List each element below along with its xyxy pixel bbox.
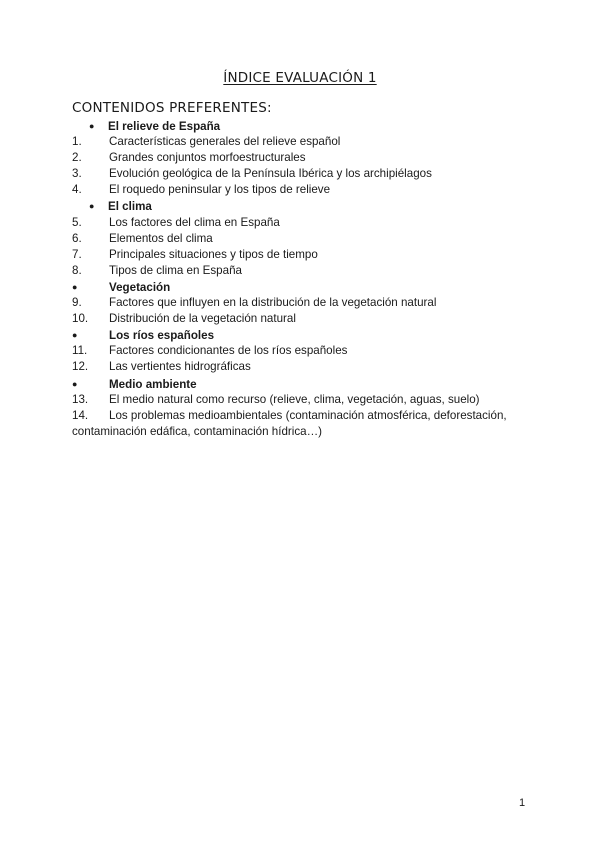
section-title: Los ríos españoles (109, 329, 215, 343)
section-title: El clima (108, 200, 152, 214)
item-text: Evolución geológica de la Península Ibérica y los archipiélagos (109, 167, 432, 181)
item-number: 2. (72, 151, 82, 165)
item-text: El medio natural como recurso (relieve, clima, vegetación, aguas, suelo) (109, 392, 480, 406)
list-item (72, 182, 532, 198)
section-heading-clima (72, 198, 532, 214)
item-number: 6. (72, 231, 82, 245)
item-number: 12. (72, 360, 89, 374)
item-text: Características generales del relieve español (109, 135, 341, 149)
item-text: Factores condicionantes de los ríos españoles (109, 344, 348, 358)
section-title: El relieve de España (108, 120, 221, 133)
item-text: Distribución de la vegetación natural (109, 312, 296, 326)
section-title: Medio ambiente (109, 377, 197, 391)
list-item (72, 311, 532, 327)
contents-list (72, 118, 532, 440)
item-number: 5. (72, 215, 82, 229)
list-item (72, 231, 532, 247)
item-first-line (72, 408, 532, 424)
list-item (72, 392, 532, 408)
item-number: 1. (72, 135, 82, 149)
item-number: 9. (72, 296, 82, 310)
item-text: Elementos del clima (109, 231, 213, 245)
section-heading-relieve (72, 118, 532, 134)
list-item (72, 408, 532, 440)
bullet-icon: ● (72, 378, 78, 389)
list-item (72, 247, 532, 263)
item-text: Principales situaciones y tipos de tiempo (109, 247, 318, 261)
bullet-icon: ● (89, 121, 95, 131)
item-text: El roquedo peninsular y los tipos de relieve (109, 183, 331, 197)
item-number: 3. (72, 167, 82, 181)
list-item (72, 295, 532, 311)
bullet-icon: ● (72, 281, 78, 292)
item-number: 8. (72, 263, 82, 277)
item-number: 4. (72, 183, 82, 197)
item-text: Grandes conjuntos morfoestructurales (109, 151, 306, 165)
item-text: Factores que influyen en la distribución de la vegetación natural (109, 296, 437, 310)
item-continuation: contaminación edáfica, contaminación hídrica…) (72, 424, 323, 438)
item-text: Los factores del clima en España (109, 215, 280, 229)
bullet-icon: ● (72, 330, 78, 341)
list-item (72, 166, 532, 182)
item-number: 11. (72, 344, 88, 358)
list-item (72, 134, 532, 150)
item-text: Los problemas medioambientales (contaminación atmosférica, deforestación, (109, 408, 507, 422)
page-title: ÍNDICE EVALUACIÓN 1 (223, 70, 377, 86)
item-number: 10. (72, 312, 89, 326)
section-heading-medio-ambiente (72, 376, 532, 392)
list-item (72, 343, 532, 359)
bullet-icon: ● (89, 201, 95, 212)
item-number: 7. (72, 247, 82, 261)
item-number: 14. (72, 408, 89, 422)
item-text: Tipos de clima en España (109, 263, 242, 277)
list-item (72, 150, 532, 166)
contents-heading: CONTENIDOS PREFERENTES: (72, 100, 272, 116)
item-text: Las vertientes hidrográficas (109, 360, 251, 374)
section-heading-vegetacion (72, 279, 532, 295)
section-heading-rios (72, 327, 532, 343)
item-number: 13. (72, 392, 89, 406)
list-item (72, 263, 532, 279)
list-item (72, 215, 532, 231)
list-item (72, 359, 532, 375)
page-number: 1 (519, 797, 526, 809)
section-title: Vegetación (109, 280, 171, 294)
